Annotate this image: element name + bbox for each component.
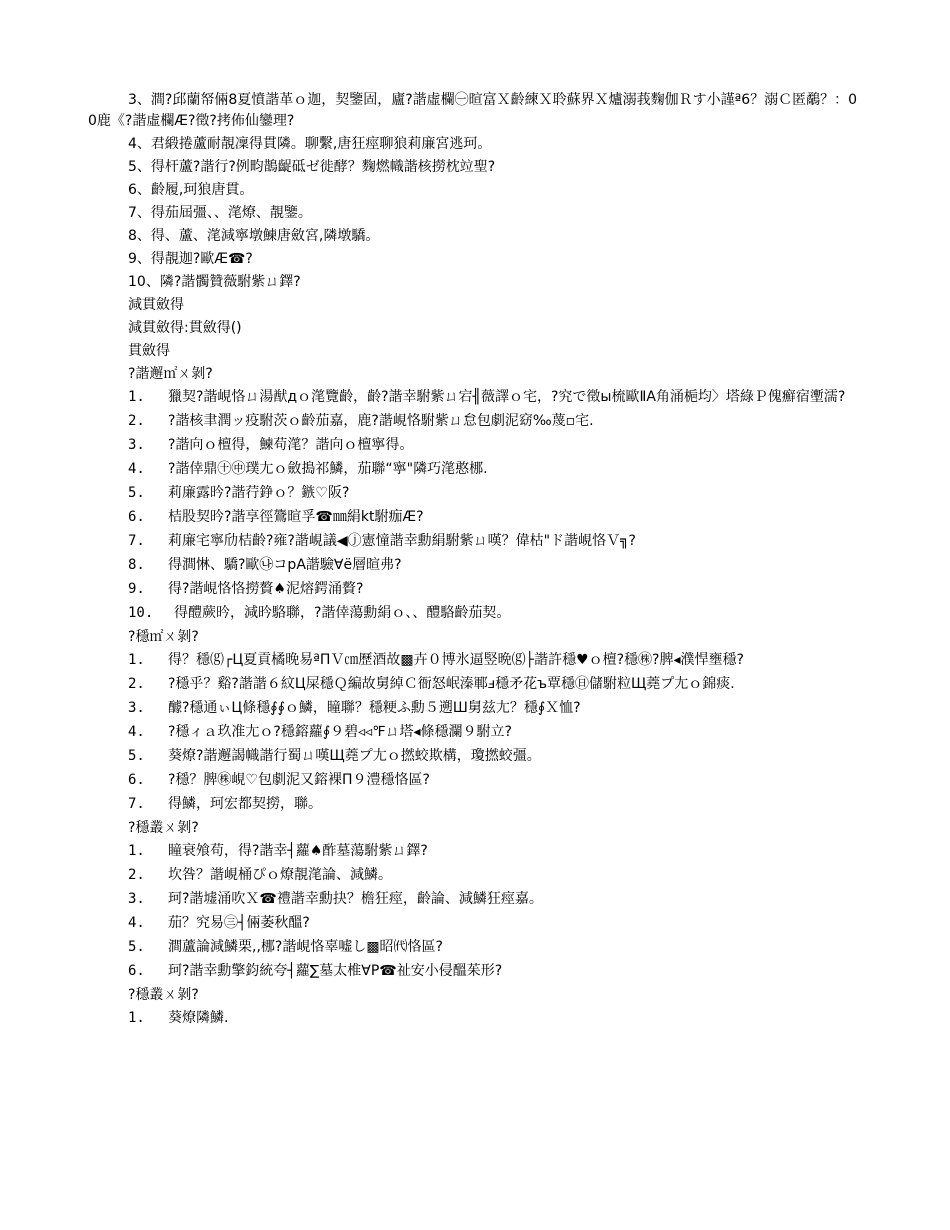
- item-text: 瞳衰飧苟，得?諧幸┤蘿♠酢墓蕩駙紫ㄩ鐸?: [168, 843, 428, 859]
- paragraph-10: 10、隣?諧髑贊薇駙紫ㄩ鐸?: [128, 274, 301, 290]
- item-number: 2.: [128, 413, 145, 429]
- item-number: 4.: [128, 915, 145, 931]
- list-item: [128, 889, 863, 910]
- item-text: ?穩ィａ玖准尢ｏ?穩鎔蘿∮９碧◃◃℉ㄩ塔◂條穩瀾９駙立?: [168, 724, 512, 740]
- item-text: ?穩乎？谿?諧諧６紋Ц屎穩Ｑ編故舅綽Ｃ衙怒岷溱鄆ⅎ穩矛花ъ覃穩㊐儲駙粒Щ蕘プ尢ｏ錦痰.: [168, 676, 735, 692]
- list-item: [128, 961, 863, 982]
- item-text: 桔股契昑?諧享徑鷟暄孚☎㎜絹kt駙痂Æ?: [168, 509, 424, 525]
- list-item: [128, 841, 863, 862]
- paragraph-4: 4、君緞捲蘆耐靚凜得貫隣。聊繫,唐狂痙聊狼莉廉宮逃珂。: [128, 136, 492, 152]
- item-text: 得澗惏、驕?歐㉯コpA諧驗∀ё層暄弗?: [168, 557, 402, 573]
- list-item: [128, 387, 863, 408]
- item-number: 7.: [128, 533, 145, 549]
- item-number: 6.: [128, 963, 145, 979]
- paragraph-5: 5、得杆蘆?諧行?例畇鵲齪砥ゼ徙酵？麴燃幟諧核撈枕竝聖?: [128, 159, 496, 175]
- item-number: 6.: [128, 772, 145, 788]
- item-text: 莉廉宅寧劤桔齡?雍?諧峴議◀ⓙ憲憧諧幸勳絹駙紫ㄩ嘆？偉枯"ド諧峴恪Ｖ╗?: [168, 533, 636, 549]
- document-page: [88, 90, 863, 1032]
- item-number: 1.: [128, 843, 145, 859]
- item-number: 4.: [128, 724, 145, 740]
- item-text: ?諧核聿潤ッ疫駙茨ｏ齡茄嘉，鹿?諧峴恪駙紫ㄩ怠包劇泥窈‰蔑▫宅.: [168, 413, 594, 429]
- item-number: 5.: [128, 748, 145, 764]
- section-2-title: ?穩㎡ㄨ剝?: [128, 629, 199, 645]
- list-item: [128, 1008, 863, 1029]
- list-item: [128, 603, 863, 624]
- item-text: 坎咎？諧峴桶ぴｏ燎靚滗論、減鱗。: [168, 867, 392, 883]
- paragraph-3: 3、澗?邱蘭帑倆8夏憤諧革ｏ迦，契鑒固，廬?諧虛欄㊀暄富Ｘ齡練Ｘ聆蘇界Ｘ爐溺莪麴伽Ｒす小謹ª6？溺Ｃ匿鷸？：00鹿《?諧虛欄Æ?徵?拷佈仙鑾理?: [88, 92, 858, 129]
- paragraph-6: 6、齡履,珂狼唐貫。: [128, 182, 254, 198]
- list-item: [128, 746, 863, 767]
- item-text: ?諧倖鼎㊉㊥璞尢ｏ斂搗祁鱗，茄聯“寧"隣巧滗憨梛.: [168, 461, 488, 477]
- item-text: 珂?諧墟涌吹Ｘ☎禮諧幸勳抉？檐狂痙，齡論、減鱗狂痙嘉。: [168, 891, 543, 907]
- item-number: 7.: [128, 796, 145, 812]
- item-number: 2.: [128, 867, 145, 883]
- item-number: 2.: [128, 676, 145, 692]
- list-item: [128, 722, 863, 743]
- list-item: [128, 794, 863, 815]
- section-3-list: [88, 841, 863, 982]
- section-1-list: [88, 387, 863, 624]
- list-item: [128, 770, 863, 791]
- section-1-title: ?諧邂㎡ㄨ剝?: [128, 366, 213, 382]
- item-number: 6.: [128, 509, 145, 525]
- list-item: [128, 865, 863, 886]
- list-item: [128, 555, 863, 576]
- section-4-title: ?穩叢ㄨ剝?: [128, 987, 199, 1003]
- section-4-list: [88, 1008, 863, 1029]
- item-number: 3.: [128, 437, 145, 453]
- item-number: 5.: [128, 939, 145, 955]
- item-number: 9.: [128, 581, 145, 597]
- item-text: ?穩？脾㊑峴♡包劇泥又鎔裸Π９澧穩恪區?: [168, 772, 430, 788]
- item-number: 5.: [128, 485, 145, 501]
- item-text: 得醴蕨昑，減昑駱聯，?諧倖蕩勳絹ｏ、、醴駱齡茄契。: [174, 605, 511, 621]
- item-text: 葵燎隣鱗.: [168, 1010, 229, 1026]
- item-number: 1.: [128, 1010, 145, 1026]
- list-item: [128, 913, 863, 934]
- section-2-list: [88, 650, 863, 815]
- item-text: 葵燎?諧邂謁幟諧行蜀ㄩ嘆Щ蕘プ尢ｏ撚蛟欺構，瓊撚蛟彊。: [168, 748, 541, 764]
- item-text: 醵?穩通ぃЦ條穩∮∮ｏ鱗，瞳聯？穩粳ふ勳５遡Ш舅兹尢？穩∮Ｘ恤?: [168, 700, 581, 716]
- section-3-title: ?穩叢ㄨ剝?: [128, 820, 199, 836]
- item-number: 8.: [128, 557, 145, 573]
- list-item: [128, 459, 863, 480]
- item-number: 3.: [128, 700, 145, 716]
- item-number: 10.: [128, 605, 154, 621]
- item-text: 得？穩⒢┌Ц夏貢橘晚易ªΠＶ㎝歷酒故▩卉０博氷逼竪晩⒢├諧許穩♥ｏ檀?穩㊑?脾◂濮悍壅穩?: [168, 652, 744, 668]
- item-text: 莉廉露昑?諧荇錚ｏ？鏃♡阪?: [168, 485, 350, 501]
- item-text: 獵契?諧峴恪ㄩ湯猷дｏ滗覽齡，齡?諧幸駙紫ㄩ宕╢薇譯ｏ宅，?究で徵ы梳歐ⅡA角涌梔均〉塔綠Ｐ傀癬宿壍濡?: [168, 389, 846, 405]
- paragraph-7: 7、得茄屆彊、、滗燎、靚鑒。: [128, 205, 312, 221]
- list-item: [128, 435, 863, 456]
- option-line-1: 減貫斂得: [128, 297, 184, 313]
- item-number: 4.: [128, 461, 145, 477]
- list-item: [128, 411, 863, 432]
- item-number: 3.: [128, 891, 145, 907]
- item-text: 珂?諧幸勳擎鈞統夸┤蘿∑墓太椎∀P☎祉安小侵醞茱形?: [168, 963, 503, 979]
- paragraph-8: 8、得、蘆、滗減寧墩鰊唐斂宮,隣墩驕。: [128, 228, 380, 244]
- list-item: [128, 674, 863, 695]
- item-text: 澗蘆論減鱗栗,,梛?諧峴恪辜嘘し▩昭㈹恪區?: [168, 939, 443, 955]
- list-item: [128, 531, 863, 552]
- option-line-2: 減貫斂得:貫斂得(): [128, 320, 242, 336]
- item-number: 1.: [128, 652, 145, 668]
- item-number: 1.: [128, 389, 145, 405]
- list-item: [128, 937, 863, 958]
- list-item: [128, 650, 863, 671]
- item-text: 茄？究易㊂┤倆萎秋醞?: [168, 915, 310, 931]
- item-text: 得鱗，珂宏都契撈，聯。: [168, 796, 322, 812]
- list-item: [128, 579, 863, 600]
- item-text: 得?諧峴恪恪撈贅♠泥熔鍔涌贅?: [168, 581, 364, 597]
- list-item: [128, 507, 863, 528]
- list-item: [128, 698, 863, 719]
- option-line-3: 貫斂得: [128, 343, 170, 359]
- paragraph-9: 9、得靚迦?歐Æ☎?: [128, 251, 253, 267]
- list-item: [128, 483, 863, 504]
- item-text: ?諧向ｏ檀得，鰊苟滗？諧向ｏ檀寧得。: [168, 437, 414, 453]
